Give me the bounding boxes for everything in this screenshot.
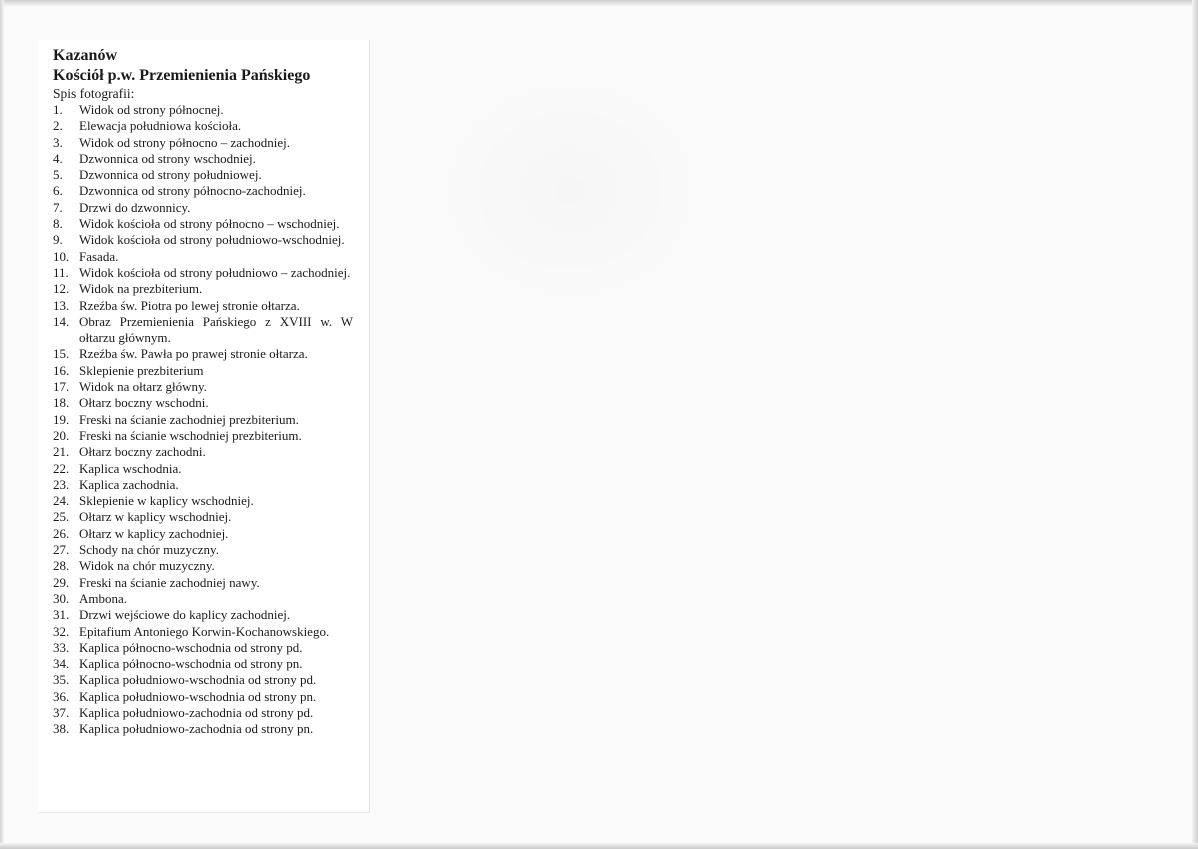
list-item — [53, 183, 353, 199]
list-item — [53, 509, 353, 525]
list-item-number: 1. — [53, 102, 63, 117]
scan-edge-left — [0, 0, 4, 849]
list-item — [53, 672, 353, 688]
list-item-number: 31. — [53, 607, 70, 623]
list-item-text: Ołtarz w kaplicy wschodniej. — [79, 509, 232, 525]
list-item — [53, 526, 353, 542]
list-item — [53, 721, 353, 737]
list-item-number: 24. — [53, 493, 70, 509]
list-item-text: Kaplica północno-wschodnia od strony pn. — [79, 656, 303, 672]
list-item-number: 37. — [53, 704, 70, 720]
list-item — [53, 412, 353, 428]
list-item-number: 22. — [53, 460, 70, 476]
paper-smudge — [420, 60, 720, 320]
list-item-text: Drzwi do dzwonnicy. — [79, 199, 191, 215]
list-item-number: 20. — [53, 427, 70, 443]
list-item-text: Kaplica zachodnia. — [79, 476, 179, 492]
list-item-number: 6. — [53, 183, 63, 199]
list-item-text: Freski na ścianie zachodniej nawy. — [79, 574, 260, 590]
list-item-number: 14. — [53, 313, 70, 329]
list-item — [53, 444, 353, 460]
list-item — [53, 167, 353, 183]
list-item-number: 25. — [53, 509, 70, 525]
list-item — [53, 135, 353, 151]
list-item — [53, 216, 353, 232]
list-item-text: Dzwonnica od strony wschodniej. — [79, 150, 256, 166]
list-item-text: Kaplica południowo-wschodnia od strony pn. — [79, 688, 317, 704]
list-item-text: Sklepienie w kaplicy wschodniej. — [79, 493, 254, 509]
list-item-text: Widok kościoła od strony południowo-wschodniej. — [79, 232, 345, 248]
list-item — [53, 640, 353, 656]
list-item — [53, 477, 353, 493]
list-item-text: Dzwonnica od strony południowej. — [79, 167, 262, 183]
photo-list-slip — [38, 40, 370, 813]
list-item-text: Rzeźba św. Piotra po lewej stronie ołtarza. — [79, 297, 300, 313]
list-heading: Spis fotografii: — [53, 86, 135, 101]
list-item — [53, 428, 353, 444]
list-item-text: Epitafium Antoniego Korwin-Kochanowskiego. — [79, 623, 330, 639]
list-item — [53, 493, 353, 509]
list-item-text: Ołtarz boczny wschodni. — [79, 395, 209, 411]
list-item-number: 9. — [53, 232, 63, 248]
list-item — [53, 314, 353, 347]
list-item-text: Widok na prezbiterium. — [79, 281, 203, 297]
list-item-text: Widok kościoła od strony południowo – zachodniej. — [79, 264, 351, 280]
list-item-text: Widok na ołtarz główny. — [79, 379, 207, 395]
list-item — [53, 379, 353, 395]
list-item-text: Kaplica północno-wschodnia od strony pd. — [79, 639, 303, 655]
place-title: Kazanów — [53, 47, 117, 64]
list-item-text: Kaplica wschodnia. — [79, 460, 182, 476]
list-item — [53, 656, 353, 672]
list-item-text: Fasada. — [79, 248, 119, 264]
list-item-text: Ołtarz w kaplicy zachodniej. — [79, 525, 229, 541]
list-item — [53, 118, 353, 134]
list-item-number: 21. — [53, 444, 70, 460]
list-item — [53, 591, 353, 607]
list-item-number: 5. — [53, 167, 63, 183]
list-item-number: 34. — [53, 656, 70, 672]
list-item-number: 27. — [53, 542, 70, 558]
list-item-number: 2. — [53, 118, 63, 134]
list-item-number: 17. — [53, 379, 70, 395]
list-item — [53, 461, 353, 477]
list-item-number: 16. — [53, 362, 70, 378]
list-item — [53, 689, 353, 705]
scan-edge-top — [0, 0, 1198, 6]
photo-list — [53, 102, 353, 738]
list-item-number: 19. — [53, 411, 70, 427]
list-item-text: Freski na ścianie zachodniej prezbiterium. — [79, 411, 299, 427]
list-item-number: 10. — [53, 248, 70, 264]
list-item-text: Drzwi wejściowe do kaplicy zachodniej. — [79, 607, 291, 623]
list-item — [53, 363, 353, 379]
list-item-number: 3. — [53, 134, 63, 150]
list-item — [53, 624, 353, 640]
list-item-text: Schody na chór muzyczny. — [79, 542, 219, 558]
scan-edge-right — [1192, 0, 1198, 849]
list-item-number: 4. — [53, 150, 63, 166]
list-item — [53, 102, 353, 118]
list-item-text: Ambona. — [79, 590, 128, 606]
list-item — [53, 232, 353, 248]
list-item — [53, 265, 353, 281]
list-item-number: 28. — [53, 558, 70, 574]
church-title: Kościół p.w. Przemienienia Pańskiego — [53, 67, 311, 84]
list-item-number: 23. — [53, 476, 70, 492]
list-item-number: 11. — [53, 264, 69, 280]
list-item-number: 15. — [53, 346, 70, 362]
list-item-number: 30. — [53, 590, 70, 606]
list-item-number: 7. — [53, 199, 63, 215]
list-item-text: Dzwonnica od strony północno-zachodniej. — [79, 183, 306, 199]
list-item-text: Rzeźba św. Pawła po prawej stronie ołtarza. — [79, 346, 308, 362]
list-item-number: 35. — [53, 672, 70, 688]
list-item-number: 29. — [53, 574, 70, 590]
list-item-text: Freski na ścianie wschodniej prezbiterium. — [79, 427, 302, 443]
list-item-text: Elewacja południowa kościoła. — [79, 118, 242, 134]
list-item-number: 13. — [53, 297, 70, 313]
list-item — [53, 346, 353, 362]
list-item — [53, 200, 353, 216]
list-item-number: 32. — [53, 623, 70, 639]
list-item — [53, 249, 353, 265]
list-item-text: Kaplica południowo-zachodnia od strony pd. — [79, 704, 314, 720]
list-item-text: Obraz Przemienienia Pańskiego z XVIII w. W ołtarzu głównym. — [79, 313, 353, 346]
list-item — [53, 281, 353, 297]
list-item-number: 26. — [53, 525, 70, 541]
list-item — [53, 542, 353, 558]
list-item — [53, 298, 353, 314]
list-item-number: 33. — [53, 639, 70, 655]
list-item — [53, 151, 353, 167]
list-item-text: Widok od strony północnej. — [79, 102, 224, 117]
list-item-text: Kaplica południowo-wschodnia od strony pd. — [79, 672, 317, 688]
list-item-text: Ołtarz boczny zachodni. — [79, 444, 206, 460]
list-item-number: 36. — [53, 688, 70, 704]
list-item-text: Widok na chór muzyczny. — [79, 558, 215, 574]
list-item-text: Sklepienie prezbiterium — [79, 362, 204, 378]
list-item-number: 38. — [53, 721, 70, 737]
list-item — [53, 558, 353, 574]
list-item — [53, 395, 353, 411]
list-item-number: 12. — [53, 281, 70, 297]
list-item — [53, 607, 353, 623]
list-item-number: 18. — [53, 395, 70, 411]
list-item-number: 8. — [53, 216, 63, 232]
list-item-text: Widok kościoła od strony północno – wschodniej. — [79, 216, 340, 232]
list-item — [53, 705, 353, 721]
list-item-text: Kaplica południowo-zachodnia od strony pn. — [79, 721, 314, 737]
list-item — [53, 575, 353, 591]
list-item-text: Widok od strony północno – zachodniej. — [79, 134, 291, 150]
scan-edge-bottom — [0, 843, 1198, 849]
